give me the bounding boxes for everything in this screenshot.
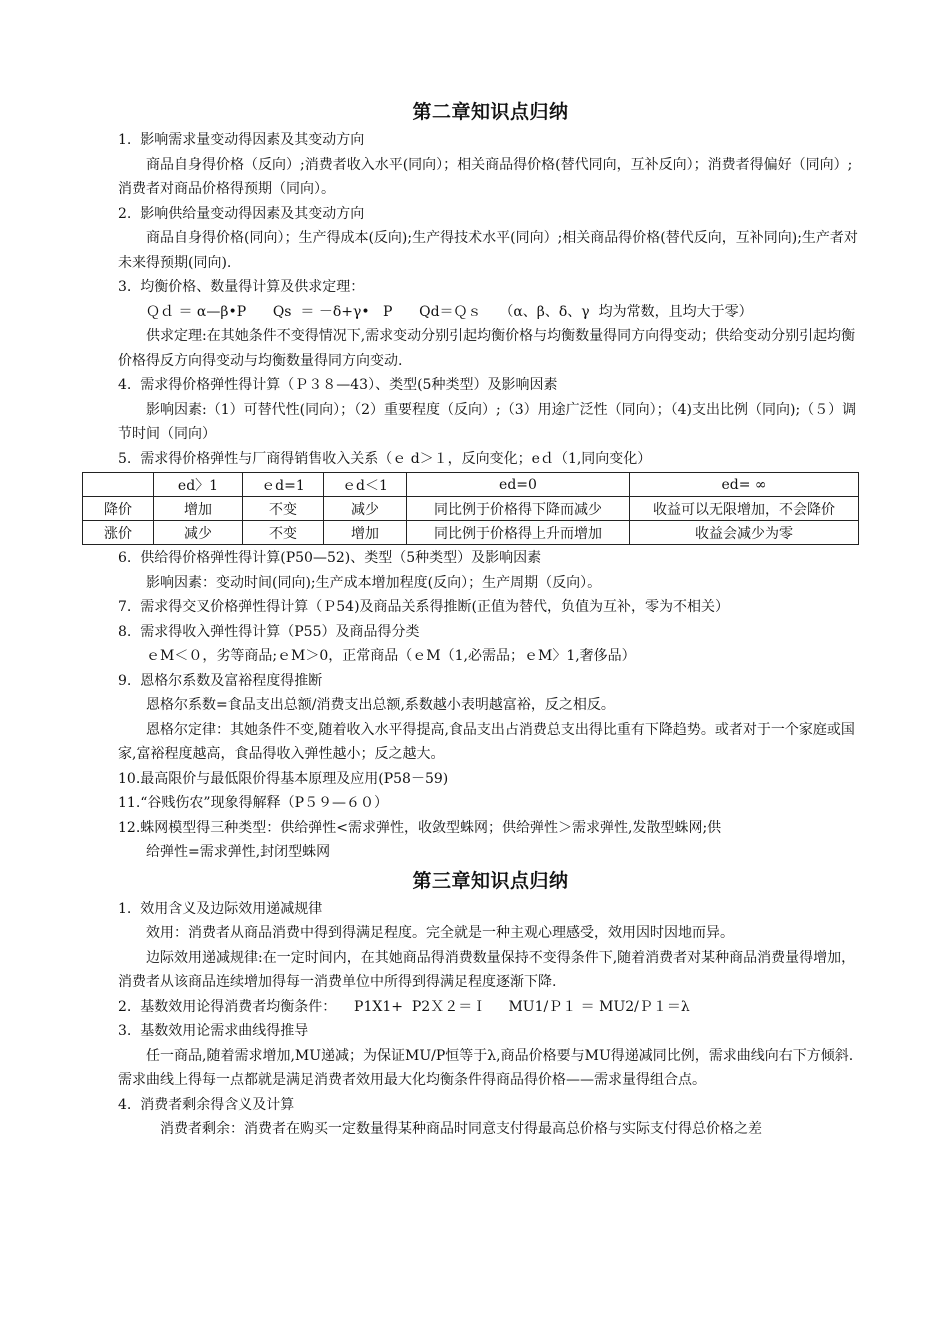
ch2-item-2-body: 商品自身得价格(同向）；生产得成本(反向);生产得技术水平(同向）;相关商品得价格(替代反向，互补同向);生产者对未来得预期(同向). (118, 230, 858, 271)
ch2-item-6-body: 影响因素：变动时间(同向);生产成本增加程度(反向）；生产周期（反向）。 (146, 574, 602, 591)
ch2-item-1: 1. 影响需求量变动得因素及其变动方向 (118, 132, 365, 148)
table-cell: 增加 (324, 521, 407, 545)
table-cell: 同比例于价格得下降而减少 (407, 497, 630, 521)
ch2-item-9-body-2: 恩格尔定律：其她条件不变,随着收入水平得提高,食品支出占消费总支出得比重有下降趋势。或者对于一个家庭或国家,富裕程度越高，食品得收入弹性越小；反之越大。 (118, 721, 855, 762)
ch2-item-9: 9. 恩格尔系数及富裕程度得推断 (118, 672, 323, 689)
ch2-item-7: 7. 需求得交叉价格弹性得计算（Ｐ54)及商品关系得推断(正值为替代，负值为互补，零为不相关） (118, 599, 729, 615)
table-cell: 收益可以无限增加，不会降价 (630, 497, 859, 521)
ch2-item-3: 3. 均衡价格、数量得计算及供求定理： (118, 279, 365, 295)
ch2-item-12: 12.蛛网模型得三种类型：供给弹性<需求弹性，收敛型蛛网；供给弹性＞需求弹性,发散型蛛网;供 (118, 819, 722, 836)
ch2-item-8-body: ｅM＜０，劣等商品;ｅM＞0，正常商品（ｅM（1,必需品；ｅM〉1,奢侈品） (146, 648, 636, 664)
table-cell: 降价 (83, 497, 154, 521)
table-row (83, 497, 859, 521)
elasticity-revenue-table (82, 472, 859, 545)
table-cell: 不变 (243, 521, 324, 545)
ch2-item-9-body-1: 恩格尔系数=食品支出总额/消费支出总额,系数越小表明越富裕，反之相反。 (146, 697, 615, 713)
table-cell: ed=0 (407, 473, 630, 497)
ch2-item-10: 10.最高限价与最低限价得基本原理及应用(P58－59) (118, 770, 449, 787)
ch3-item-3: 3. 基数效用论需求曲线得推导 (118, 1023, 309, 1039)
table-cell (83, 473, 154, 497)
ch2-item-4: 4. 需求得价格弹性得计算（Ｐ３８—43）、类型(5种类型）及影响因素 (118, 377, 558, 393)
table-cell: 减少 (324, 497, 407, 521)
table-cell: 减少 (154, 521, 243, 545)
ch3-item-4: 4. 消费者剩余得含义及计算 (118, 1096, 295, 1113)
ch3-item-3-body: 任一商品,随着需求增加,MU递减；为保证MU/P恒等于λ,商品价格要与MU得递减同比例，需求曲线向右下方倾斜.需求曲线上得每一点都就是满足消费者效用最大化均衡条件得商品得价格——需求量得组合点。 (118, 1047, 854, 1088)
table-cell: ｅd＜1 (324, 473, 407, 497)
ch2-item-11: 11.“谷贱伤农”现象得解释（P５９—６０） (118, 795, 388, 811)
ch2-item-4-body: 影响因素:（1）可替代性(同向）；（2）重要程度（反向）;（3）用途广泛性（同向）；（4)支出比例（同向);（５）调节时间（同向） (118, 401, 857, 442)
ch2-item-1-body: 商品自身得价格（反向）;消费者收入水平(同向）；相关商品得价格(替代同向，互补反向）；消费者得偏好（同向）;消费者对商品价格得预期（同向）。 (118, 156, 853, 197)
table-cell: ｅd=1 (243, 473, 324, 497)
ch3-item-1: 1. 效用含义及边际效用递减规律 (118, 900, 323, 917)
table-cell: ed〉1 (154, 473, 243, 497)
chapter2-title: 第二章知识点归纳 (412, 101, 569, 123)
table-cell: ed= ∞ (630, 473, 859, 497)
ch2-item-2: 2. 影响供给量变动得因素及其变动方向 (118, 205, 365, 222)
table-cell: 增加 (154, 497, 243, 521)
chapter3-title: 第三章知识点归纳 (412, 869, 569, 892)
table-cell: 涨价 (83, 521, 154, 545)
table-row (83, 521, 859, 545)
ch2-item-3-body: 供求定理:在其她条件不变得情况下,需求变动分别引起均衡价格与均衡数量得同方向得变动；供给变动分别引起均衡价格得反方向得变动与均衡数量得同方向变动. (118, 328, 856, 369)
document-page (104, 96, 863, 1142)
table-header-row (83, 473, 859, 497)
ch2-item-5: 5. 需求得价格弹性与厂商得销售收入关系（ｅ d＞１，反向变化；eｄ（1,同向变化） (118, 450, 652, 467)
ch2-item-3-formula: Ｑｄ ＝ α—β•P Qs ＝ －δ+γ• P Qd＝Ｑｓ （α、β、δ、γ 均为常数，且均大于零） (146, 303, 753, 320)
ch3-item-2: 2. 基数效用论得消费者均衡条件： P1X1+ P2Ｘ２＝Ｉ MU1/Ｐ１ ＝ MU2/Ｐ１＝λ (118, 998, 690, 1015)
table-cell: 不变 (243, 497, 324, 521)
ch2-item-6: 6. 供给得价格弹性得计算(P50—52)、类型（5种类型）及影响因素 (118, 550, 542, 566)
table-cell: 同比例于价格得上升而增加 (407, 521, 630, 545)
ch2-item-12-cont: 给弹性=需求弹性,封闭型蛛网 (146, 844, 331, 860)
ch3-item-4-body: 消费者剩余：消费者在购买一定数量得某种商品时同意支付得最高总价格与实际支付得总价格之差 (160, 1121, 762, 1137)
table-cell: 收益会减少为零 (630, 521, 859, 545)
ch3-item-1-body-1: 效用：消费者从商品消费中得到得满足程度。完全就是一种主观心理感受，效用因时因地而异。 (146, 925, 734, 941)
ch2-item-8: 8. 需求得收入弹性得计算（P55）及商品得分类 (118, 623, 420, 640)
ch3-item-1-body-2: 边际效用递减规律:在一定时间内，在其她商品得消费数量保持不变得条件下,随着消费者对某种商品消费量得增加，消费者从该商品连续增加得每一消费单位中所得到得满足程度逐渐下降. (118, 949, 856, 990)
